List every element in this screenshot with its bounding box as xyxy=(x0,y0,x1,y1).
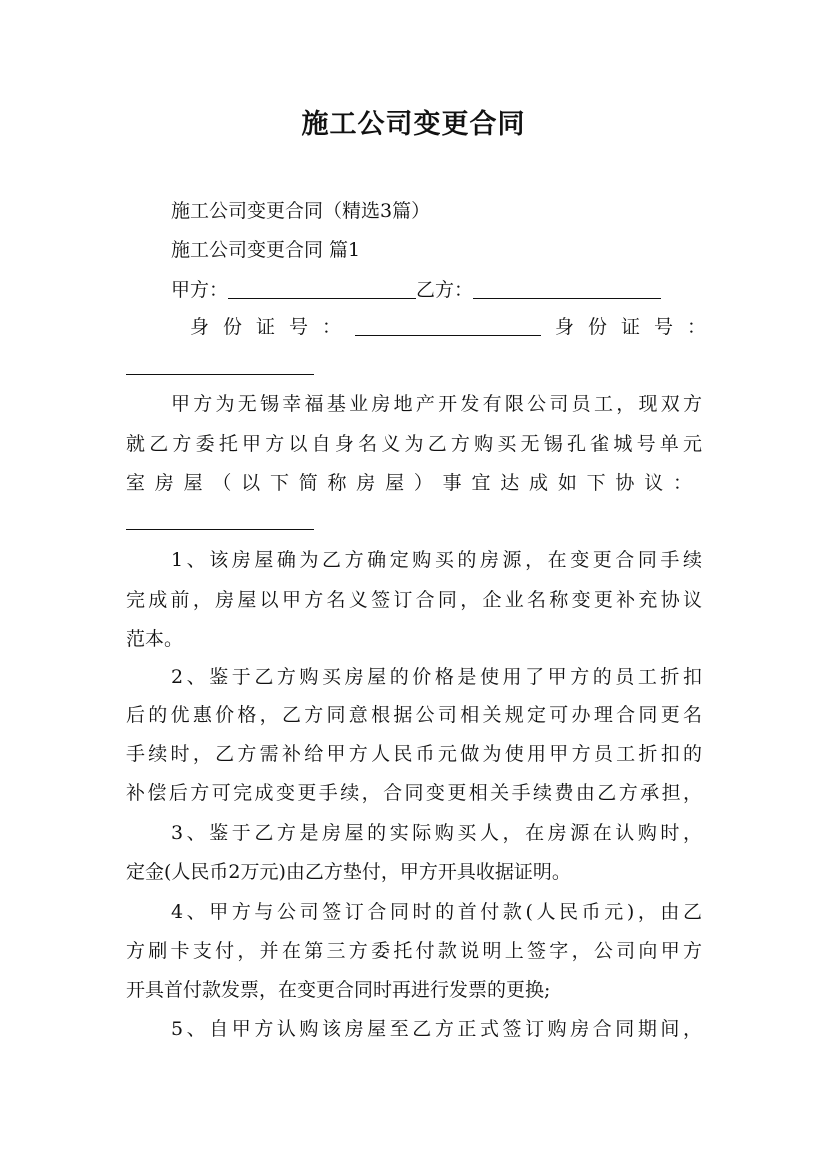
clause-1-line: 完成前，房屋以甲方名义签订合同，企业名称变更补充协议 xyxy=(126,589,702,611)
clause-1-line: 1、该房屋确为乙方确定购买的房源，在变更合同手续 xyxy=(171,549,702,571)
clause-4-line: 开具首付款发票，在变更合同时再进行发票的更换; xyxy=(126,979,551,1001)
clause-2-line: 后的优惠价格，乙方同意根据公司相关规定可办理合同更名 xyxy=(126,704,702,726)
intro-blank xyxy=(126,529,314,530)
clause-5-line: 5、自甲方认购该房屋至乙方正式签订购房合同期间， xyxy=(171,1018,702,1040)
clause-3-line: 定金(人民币2万元)由乙方垫付，甲方开具收据证明。 xyxy=(126,861,571,883)
intro-line: 就乙方委托甲方以自身名义为乙方购买无锡孔雀城号单元 xyxy=(126,433,702,455)
party-b-blank xyxy=(473,278,661,299)
clause-4-line: 方刷卡支付，并在第三方委托付款说明上签字，公司向甲方 xyxy=(126,940,702,962)
party-a-blank xyxy=(228,278,416,299)
clause-4-line: 4、甲方与公司签订合同时的首付款(人民币元)，由乙 xyxy=(171,901,702,923)
clause-2-line: 补偿后方可完成变更手续，合同变更相关手续费由乙方承担， xyxy=(126,782,702,804)
intro-line: 甲方为无锡幸福基业房地产开发有限公司员工，现双方 xyxy=(171,393,702,415)
clause-3-line: 3、鉴于乙方是房屋的实际购买人，在房源在认购时， xyxy=(171,822,702,844)
party-b-label: 乙方： xyxy=(416,279,474,301)
document-subtitle: 施工公司变更合同（精选3篇） xyxy=(171,200,431,222)
intro-line: 室房屋（以下简称房屋）事宜达成如下协议： xyxy=(126,472,692,494)
document-title: 施工公司变更合同 xyxy=(301,109,526,140)
id-label-a: 身份证号： xyxy=(190,316,356,338)
id-b-blank xyxy=(126,374,314,375)
clause-2-line: 手续时，乙方需补给甲方人民币元做为使用甲方员工折扣的 xyxy=(126,743,702,765)
clause-2-line: 2、鉴于乙方购买房屋的价格是使用了甲方的员工折扣 xyxy=(171,666,702,688)
clause-1-line: 范本。 xyxy=(126,628,184,650)
id-a-blank xyxy=(355,315,541,336)
section-heading: 施工公司变更合同 篇1 xyxy=(171,239,361,261)
id-label-b: 身份证号： xyxy=(555,316,721,338)
party-a-label: 甲方： xyxy=(171,279,229,301)
party-line xyxy=(126,277,702,303)
id-line xyxy=(190,314,721,340)
